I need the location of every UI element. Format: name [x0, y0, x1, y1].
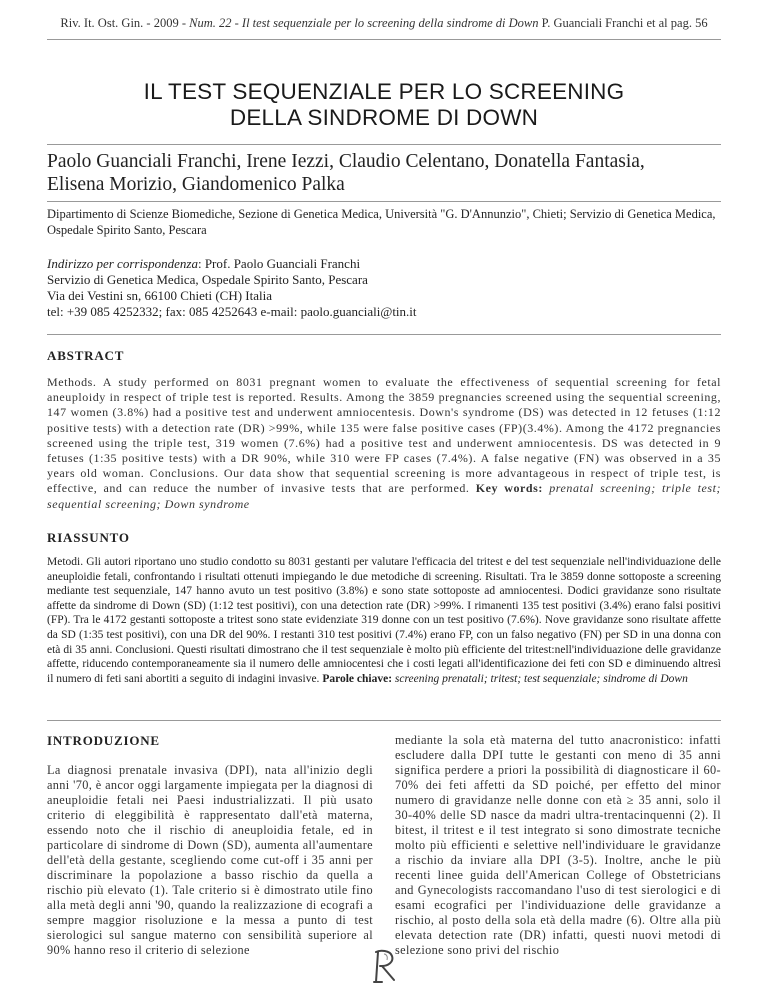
riassunto-keywords-label: Parole chiave: [322, 672, 395, 685]
introduzione-column-1: La diagnosi prenatale invasiva (DPI), nata all'inizio degli anni '70, è ancor oggi largamente impiegata per la diagnosi di aneuploidie fetali nei Paesi industrializzati. Il più usato criterio di eleggibilità è rappresentato dall'età materna, essendo noto che il rischio di aneuploidia fetale, ed in particolare di sindrome di Down (SD), aumenta all'aumentare dell'età della gestante, scegliendo come cut-off i 35 anni per discriminare la popolazione a basso rischio da quella a rischio più elevato (1). Tale criterio si è dimostrato utile fino alla metà degli anni '90, quando la realizzazione di ecografi a sempre maggior risoluzione e la messa a punto di test sierologici sul sangue materno con sensibilità superiore al 90% hanno reso il criterio di selezione [47, 763, 373, 957]
correspondence-label: Indirizzo per corrispondenza [47, 256, 198, 271]
riassunto-text: Metodi. Gli autori riportano uno studio condotto su 8031 gestanti per valutare l'efficacia del tritest e del test sequenziale nell'individuazione delle aneuploidie fetali, confrontando i risultati ottenuti impiegando le due metodiche di screening. Risultati. Tra le 3859 donne sottoposte a screening mediante test sequenziale, 147 hanno avuto un test positivo (3.8%) e sono state sottoposte ad amniocentesi. Dodici gravidanze sono risultate affette da sindrome di Down (SD) (1:12 test positivi), con una detection rate (DR) >99%. I rimanenti 135 test positivi (3.4%) erano falsi positivi (FP). Tra le 4172 gestanti sottoposte a tritest sono state evidenziate 319 donne con un test positivo (7.6%). Nove gravidanze sono risultate affette da SD (1:35 test positivi), con una DR del 90%. I restanti 310 test positivi (7.4%) erano FP, con un falso negativo (FN) per SD in una donna con età di 35 anni. Conclusioni. Questi risultati dimostrano che il test sequenziale è molto più efficiente del tritest:nell'individuazione delle gravidanze affette, riducendo contemporaneamente sia il numero delle amniocentesi che i costi legati all'identificazione dei feti con SD e diminuendo altresì il numero di feti sani abortiti a seguito di indagini invasive. [47, 556, 721, 685]
rule-below-riassunto [47, 720, 721, 721]
authors-line-1: Paolo Guanciali Franchi, Irene Iezzi, Claudio Celentano, Donatella Fantasia, [47, 151, 645, 172]
article-title [60, 79, 708, 131]
correspondence-line-4: tel: +39 085 4252332; fax: 085 4252643 e-mail: paolo.guanciali@tin.it [47, 304, 417, 319]
header-rule [47, 39, 721, 40]
rule-below-correspondence [47, 334, 721, 335]
running-head [0, 16, 768, 31]
rule-above-authors [47, 144, 721, 145]
abstract-body [47, 375, 721, 512]
authors-line-2: Elisena Morizio, Giandomenico Palka [47, 174, 345, 195]
running-head-issue-title: Num. 22 - Il test sequenziale per lo screening della sindrome di Down [189, 16, 539, 30]
riassunto-keywords: screening prenatali; tritest; test sequenziale; sindrome di Down [394, 672, 688, 685]
authors [47, 150, 721, 196]
rule-below-authors [47, 201, 721, 202]
running-head-authors-page: P. Guanciali Franchi et al pag. 56 [538, 16, 708, 30]
introduzione-heading: INTRODUZIONE [47, 733, 160, 748]
correspondence-line-2: Servizio di Genetica Medica, Ospedale Spirito Santo, Pescara [47, 272, 368, 287]
abstract-keywords: prenatal screening; triple test; sequential screening; Down syndrome [47, 481, 721, 511]
correspondence [47, 256, 721, 320]
title-line-1: IL TEST SEQUENZIALE PER LO SCREENING [143, 79, 625, 104]
running-head-journal: Riv. It. Ost. Gin. - 2009 - [60, 16, 190, 30]
riassunto-body [47, 555, 721, 686]
abstract-text: Methods. A study performed on 8031 pregnant women to evaluate the effectiveness of sequential screening for fetal aneuploidy in respect of triple test is reported. Results. Among the 3859 pregnancies screened using the sequential screening, 147 women (3.8%) had a positive test and underwent amniocentesis. Down's syndrome (DS) was detected in 12 fetuses (1:12 positive tests) with a detection rate (DR) >99%, while 135 were false positive cases (FP)(3.4%). Among the 4172 pregnancies screened using the triple test, 319 women (7.6%) had a positive test and underwent amniocentesis. DS was detected in 9 fetuses (1:35 positive tests) with a DR 90%, while 310 were FP cases (7.4%). A false negative (FN) was observed in a 35 years old woman. Conclusions. Our data show that sequential screening is more advantageous in respect of triple test, is effective, and can reduce the number of invasive tests that are performed. [47, 375, 721, 496]
journal-logo-icon [364, 946, 404, 986]
correspondence-line-1: : Prof. Paolo Guanciali Franchi [197, 256, 361, 271]
affiliation: Dipartimento di Scienze Biomediche, Sezione di Genetica Medica, Università "G. D'Annunzio", Chieti; Servizio di Genetica Medica, Ospedale Spirito Santo, Pescara [47, 207, 716, 237]
abstract-keywords-label: Key words: [475, 481, 550, 496]
introduzione-column-2: mediante la sola età materna del tutto anacronistico: infatti escludere dalla DPI tutte le gestanti con meno di 35 anni significa perdere a priori la possibilità di diagnosticare il 60-70% dei feti affetti da SD poiché, per effetto del minor numero di gravidanze nelle donne con età ≥ 35 anni, solo il 30-40% delle SD nasce da madri ultra-trentacinquenni (2). Il bitest, il tritest e il test integrato si sono dimostrate tecniche molto più efficienti e selettive nell'individuare le gravidanze a rischio da inviare alla DPI (3-5). Inoltre, anche le più recenti linee guida dell'American College of Obstetricians and Gynecologists raccomandano l'uso di test sierologici e di esami ecografici per l'individuazione delle gravidanze a rischio, al posto della sola età della madre (6). Oltre alla più elevata detection rate (DR) infatti, questi nuovi metodi di selezione sono privi del rischio [395, 733, 721, 957]
abstract-heading: ABSTRACT [47, 348, 125, 363]
title-line-2: DELLA SINDROME DI DOWN [229, 105, 539, 130]
correspondence-line-3: Via dei Vestini sn, 66100 Chieti (CH) Italia [47, 288, 273, 303]
riassunto-heading: RIASSUNTO [47, 530, 130, 545]
